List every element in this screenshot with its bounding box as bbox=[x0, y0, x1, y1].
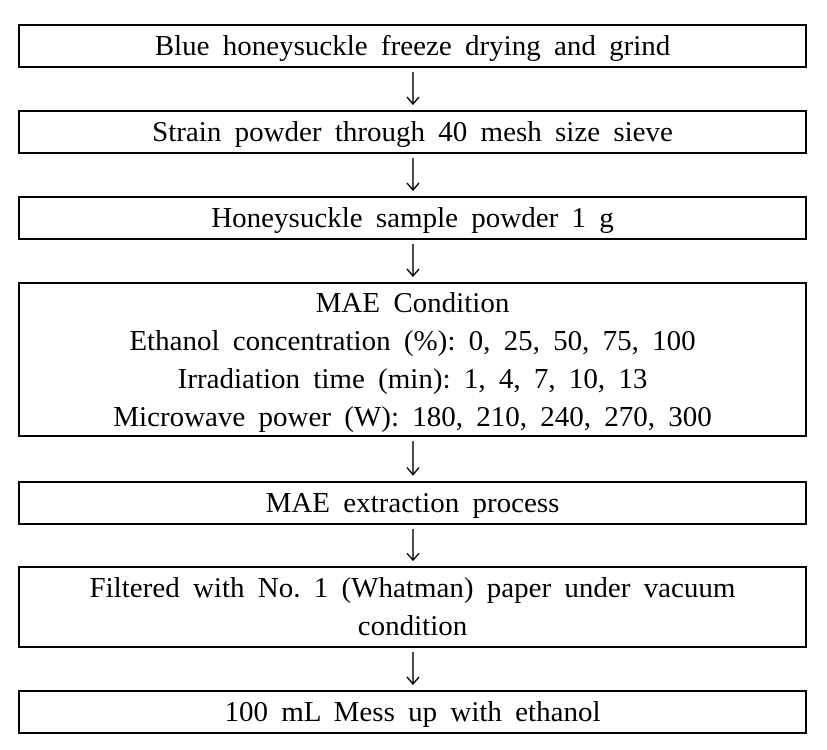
down-arrow-icon bbox=[403, 527, 423, 564]
step-mae-condition-box bbox=[18, 282, 807, 437]
step-filtration-box bbox=[18, 566, 807, 648]
step-sample-powder-box bbox=[18, 196, 807, 240]
step-sample-powder-text: Honeysuckle sample powder 1 g bbox=[211, 202, 614, 234]
step-sieve-box bbox=[18, 110, 807, 154]
mae-ethanol-concentration: Ethanol concentration (%): 0, 25, 50, 75, 100 bbox=[129, 324, 696, 357]
down-arrow-icon bbox=[403, 156, 423, 194]
step-mess-up-box bbox=[18, 690, 807, 734]
down-arrow-icon bbox=[403, 70, 423, 108]
down-arrow-icon bbox=[403, 650, 423, 688]
step-mae-extraction-box bbox=[18, 481, 807, 525]
down-arrow-icon bbox=[403, 242, 423, 280]
step-freeze-drying-box bbox=[18, 24, 807, 68]
step-mae-extraction-text: MAE extraction process bbox=[265, 487, 560, 519]
mae-irradiation-time: Irradiation time (min): 1, 4, 7, 10, 13 bbox=[177, 362, 648, 395]
step-filtration-text: Filtered with No. 1 (Whatman) paper under vacuum condition bbox=[89, 572, 736, 642]
step-sieve-text: Strain powder through 40 mesh size sieve bbox=[152, 116, 673, 148]
down-arrow-icon bbox=[403, 439, 423, 479]
mae-condition-title: MAE Condition bbox=[315, 286, 510, 319]
step-freeze-drying-text: Blue honeysuckle freeze drying and grind bbox=[154, 30, 671, 62]
mae-microwave-power: Microwave power (W): 180, 210, 240, 270, 300 bbox=[113, 400, 712, 433]
step-mess-up-text: 100 mL Mess up with ethanol bbox=[224, 696, 601, 728]
